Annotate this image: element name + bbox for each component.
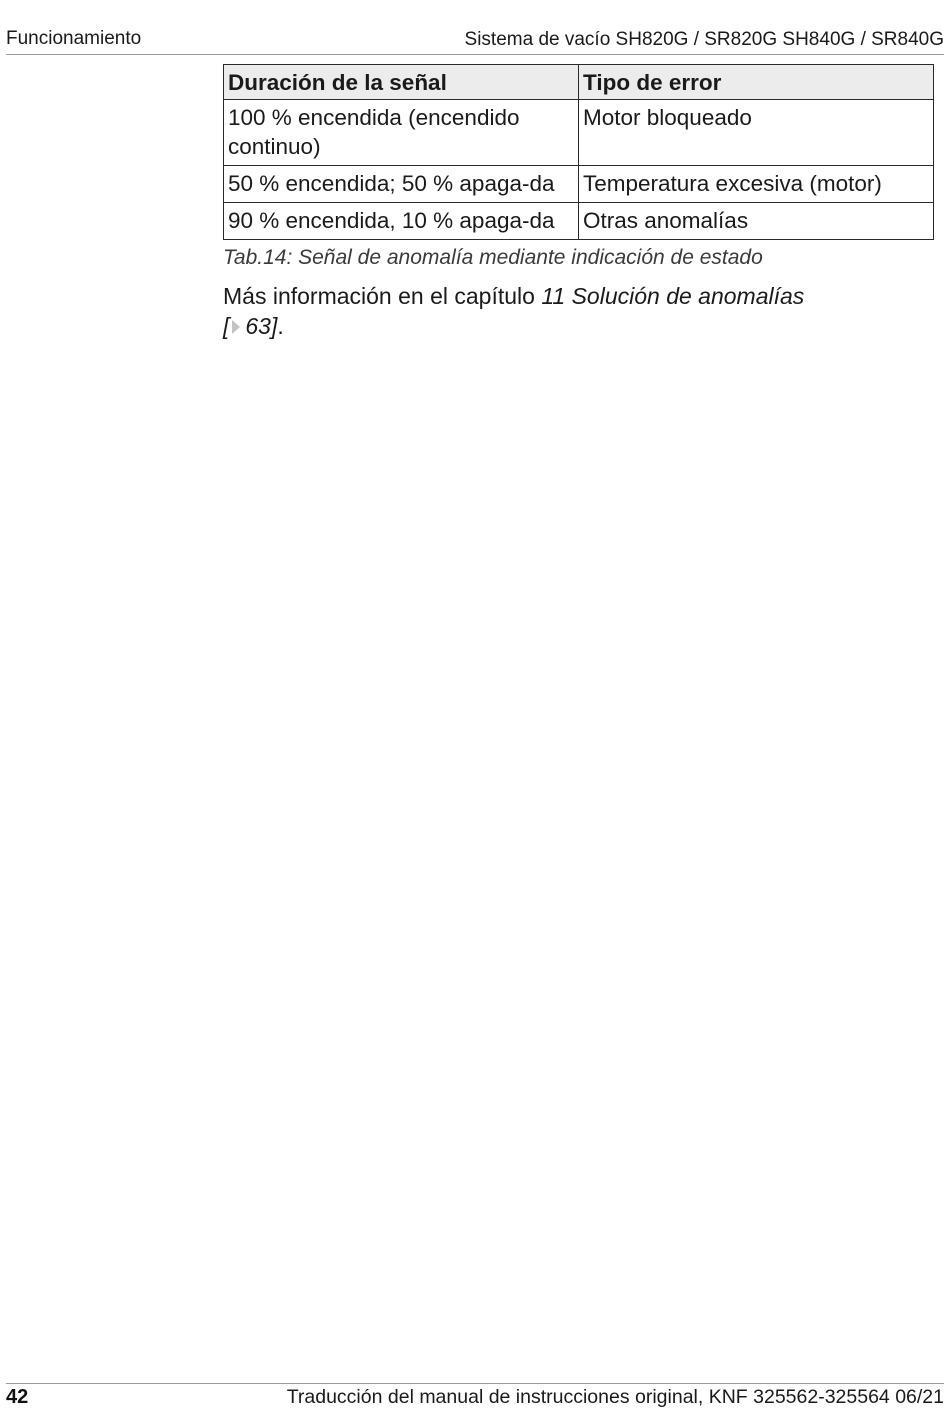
column-header-signal-duration: Duración de la señal bbox=[224, 65, 579, 100]
table-row bbox=[224, 203, 934, 240]
triangle-right-icon bbox=[232, 320, 240, 334]
page-footer bbox=[6, 1383, 944, 1408]
footer-document-info: Traducción del manual de instrucciones original, KNF 325562-325564 06/21 bbox=[286, 1386, 944, 1408]
chapter-title-link[interactable]: 11 Solución de anomalías bbox=[541, 283, 805, 309]
signal-duration-cell: 100 % encendida (encendido continuo) bbox=[224, 100, 579, 166]
error-type-cell: Motor bloqueado bbox=[579, 100, 934, 166]
main-content bbox=[223, 64, 935, 364]
page-ref-open-bracket: [ bbox=[223, 313, 230, 339]
header-section-title: Funcionamiento bbox=[6, 28, 142, 49]
table-header-row bbox=[224, 65, 934, 100]
table-row bbox=[224, 166, 934, 203]
more-info-suffix: . bbox=[277, 313, 284, 339]
page-ref-link[interactable]: 63] bbox=[245, 313, 278, 339]
table-caption: Tab.14: Señal de anomalía mediante indicación de estado bbox=[223, 246, 763, 269]
more-info-prefix: Más información en el capítulo bbox=[223, 283, 542, 309]
page-number: 42 bbox=[6, 1386, 29, 1408]
more-info-paragraph bbox=[223, 281, 903, 341]
signal-duration-cell: 50 % encendida; 50 % apaga-da bbox=[224, 166, 579, 203]
error-type-cell: Otras anomalías bbox=[579, 203, 934, 240]
signal-duration-cell: 90 % encendida, 10 % apaga-da bbox=[224, 203, 579, 240]
error-signal-table bbox=[223, 64, 934, 240]
column-header-error-type: Tipo de error bbox=[579, 65, 934, 100]
table-row bbox=[224, 100, 934, 166]
header-product-title: Sistema de vacío SH820G / SR820G SH840G / SR840G bbox=[464, 29, 944, 50]
page-header bbox=[6, 24, 944, 55]
error-type-cell: Temperatura excesiva (motor) bbox=[579, 166, 934, 203]
